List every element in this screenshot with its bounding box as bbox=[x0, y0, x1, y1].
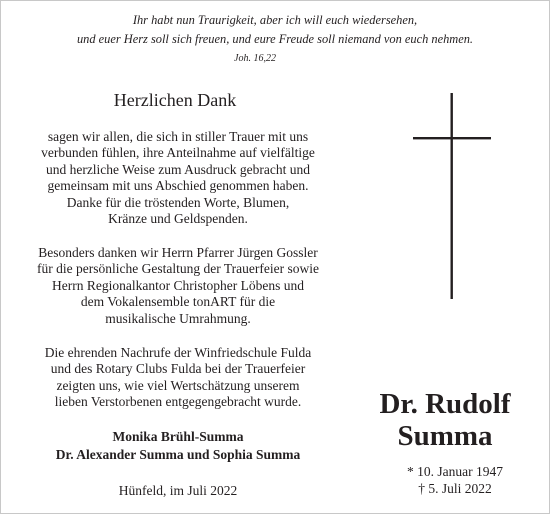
obituary-thanks-paragraph bbox=[28, 345, 328, 411]
bible-quote bbox=[20, 11, 530, 49]
name-line: Summa bbox=[397, 420, 493, 452]
text-line: und herzliche Weise zum Ausdruck gebracht und bbox=[45, 161, 311, 177]
text-line: lieben Verstorbenen entgegengebracht wurde. bbox=[54, 394, 302, 410]
text-line: Herrn Regionalkantor Christopher Löbens und bbox=[52, 277, 304, 293]
text-line: musikalische Umrahmung. bbox=[105, 310, 251, 326]
signer-name: Monika Brühl-Summa bbox=[112, 429, 244, 444]
text-line: für die persönliche Gestaltung der Trauerfeier sowie bbox=[37, 261, 319, 277]
text-line: gemeinsam mit uns Abschied genommen haben. bbox=[47, 178, 309, 194]
special-thanks-paragraph bbox=[28, 245, 328, 327]
deceased-name bbox=[360, 388, 530, 452]
text-line: Besonders danken wir Herrn Pfarrer Jürgen Gossler bbox=[38, 245, 318, 260]
thanks-heading: Herzlichen Dank bbox=[113, 90, 237, 110]
death-date: † 5. Juli 2022 bbox=[418, 481, 492, 496]
text-line: dem Vokalensemble tonART für die bbox=[80, 294, 276, 310]
thanks-paragraph bbox=[28, 129, 328, 227]
name-line: Dr. Rudolf bbox=[379, 388, 511, 420]
life-dates bbox=[380, 463, 530, 497]
text-line: zeigten uns, wie viel Wertschätzung unserem bbox=[56, 377, 300, 393]
cross-icon bbox=[413, 93, 491, 299]
text-line: Die ehrenden Nachrufe der Winfriedschule Fulda bbox=[44, 345, 312, 360]
quote-line: und euer Herz soll sich freuen, und eure Freude soll niemand von euch nehmen. bbox=[76, 32, 474, 46]
text-line: verbunden fühlen, ihre Anteilnahme auf vielfältige bbox=[41, 145, 315, 161]
text-line: und des Rotary Clubs Fulda bei der Trauerfeier bbox=[50, 361, 306, 377]
text-line: Kränze und Geldspenden. bbox=[108, 211, 248, 227]
quote-line: Ihr habt nun Traurigkeit, aber ich will euch wiedersehen, bbox=[132, 13, 418, 27]
quote-reference: Joh. 16,22 bbox=[234, 53, 276, 64]
signer-name: Dr. Alexander Summa und Sophia Summa bbox=[55, 446, 301, 462]
text-line: Danke für die tröstenden Worte, Blumen, bbox=[66, 194, 290, 210]
place-date: Hünfeld, im Juli 2022 bbox=[118, 483, 238, 498]
signers bbox=[28, 428, 328, 463]
text-line: sagen wir allen, die sich in stiller Trauer mit uns bbox=[47, 129, 309, 144]
birth-date: * 10. Januar 1947 bbox=[407, 464, 503, 479]
